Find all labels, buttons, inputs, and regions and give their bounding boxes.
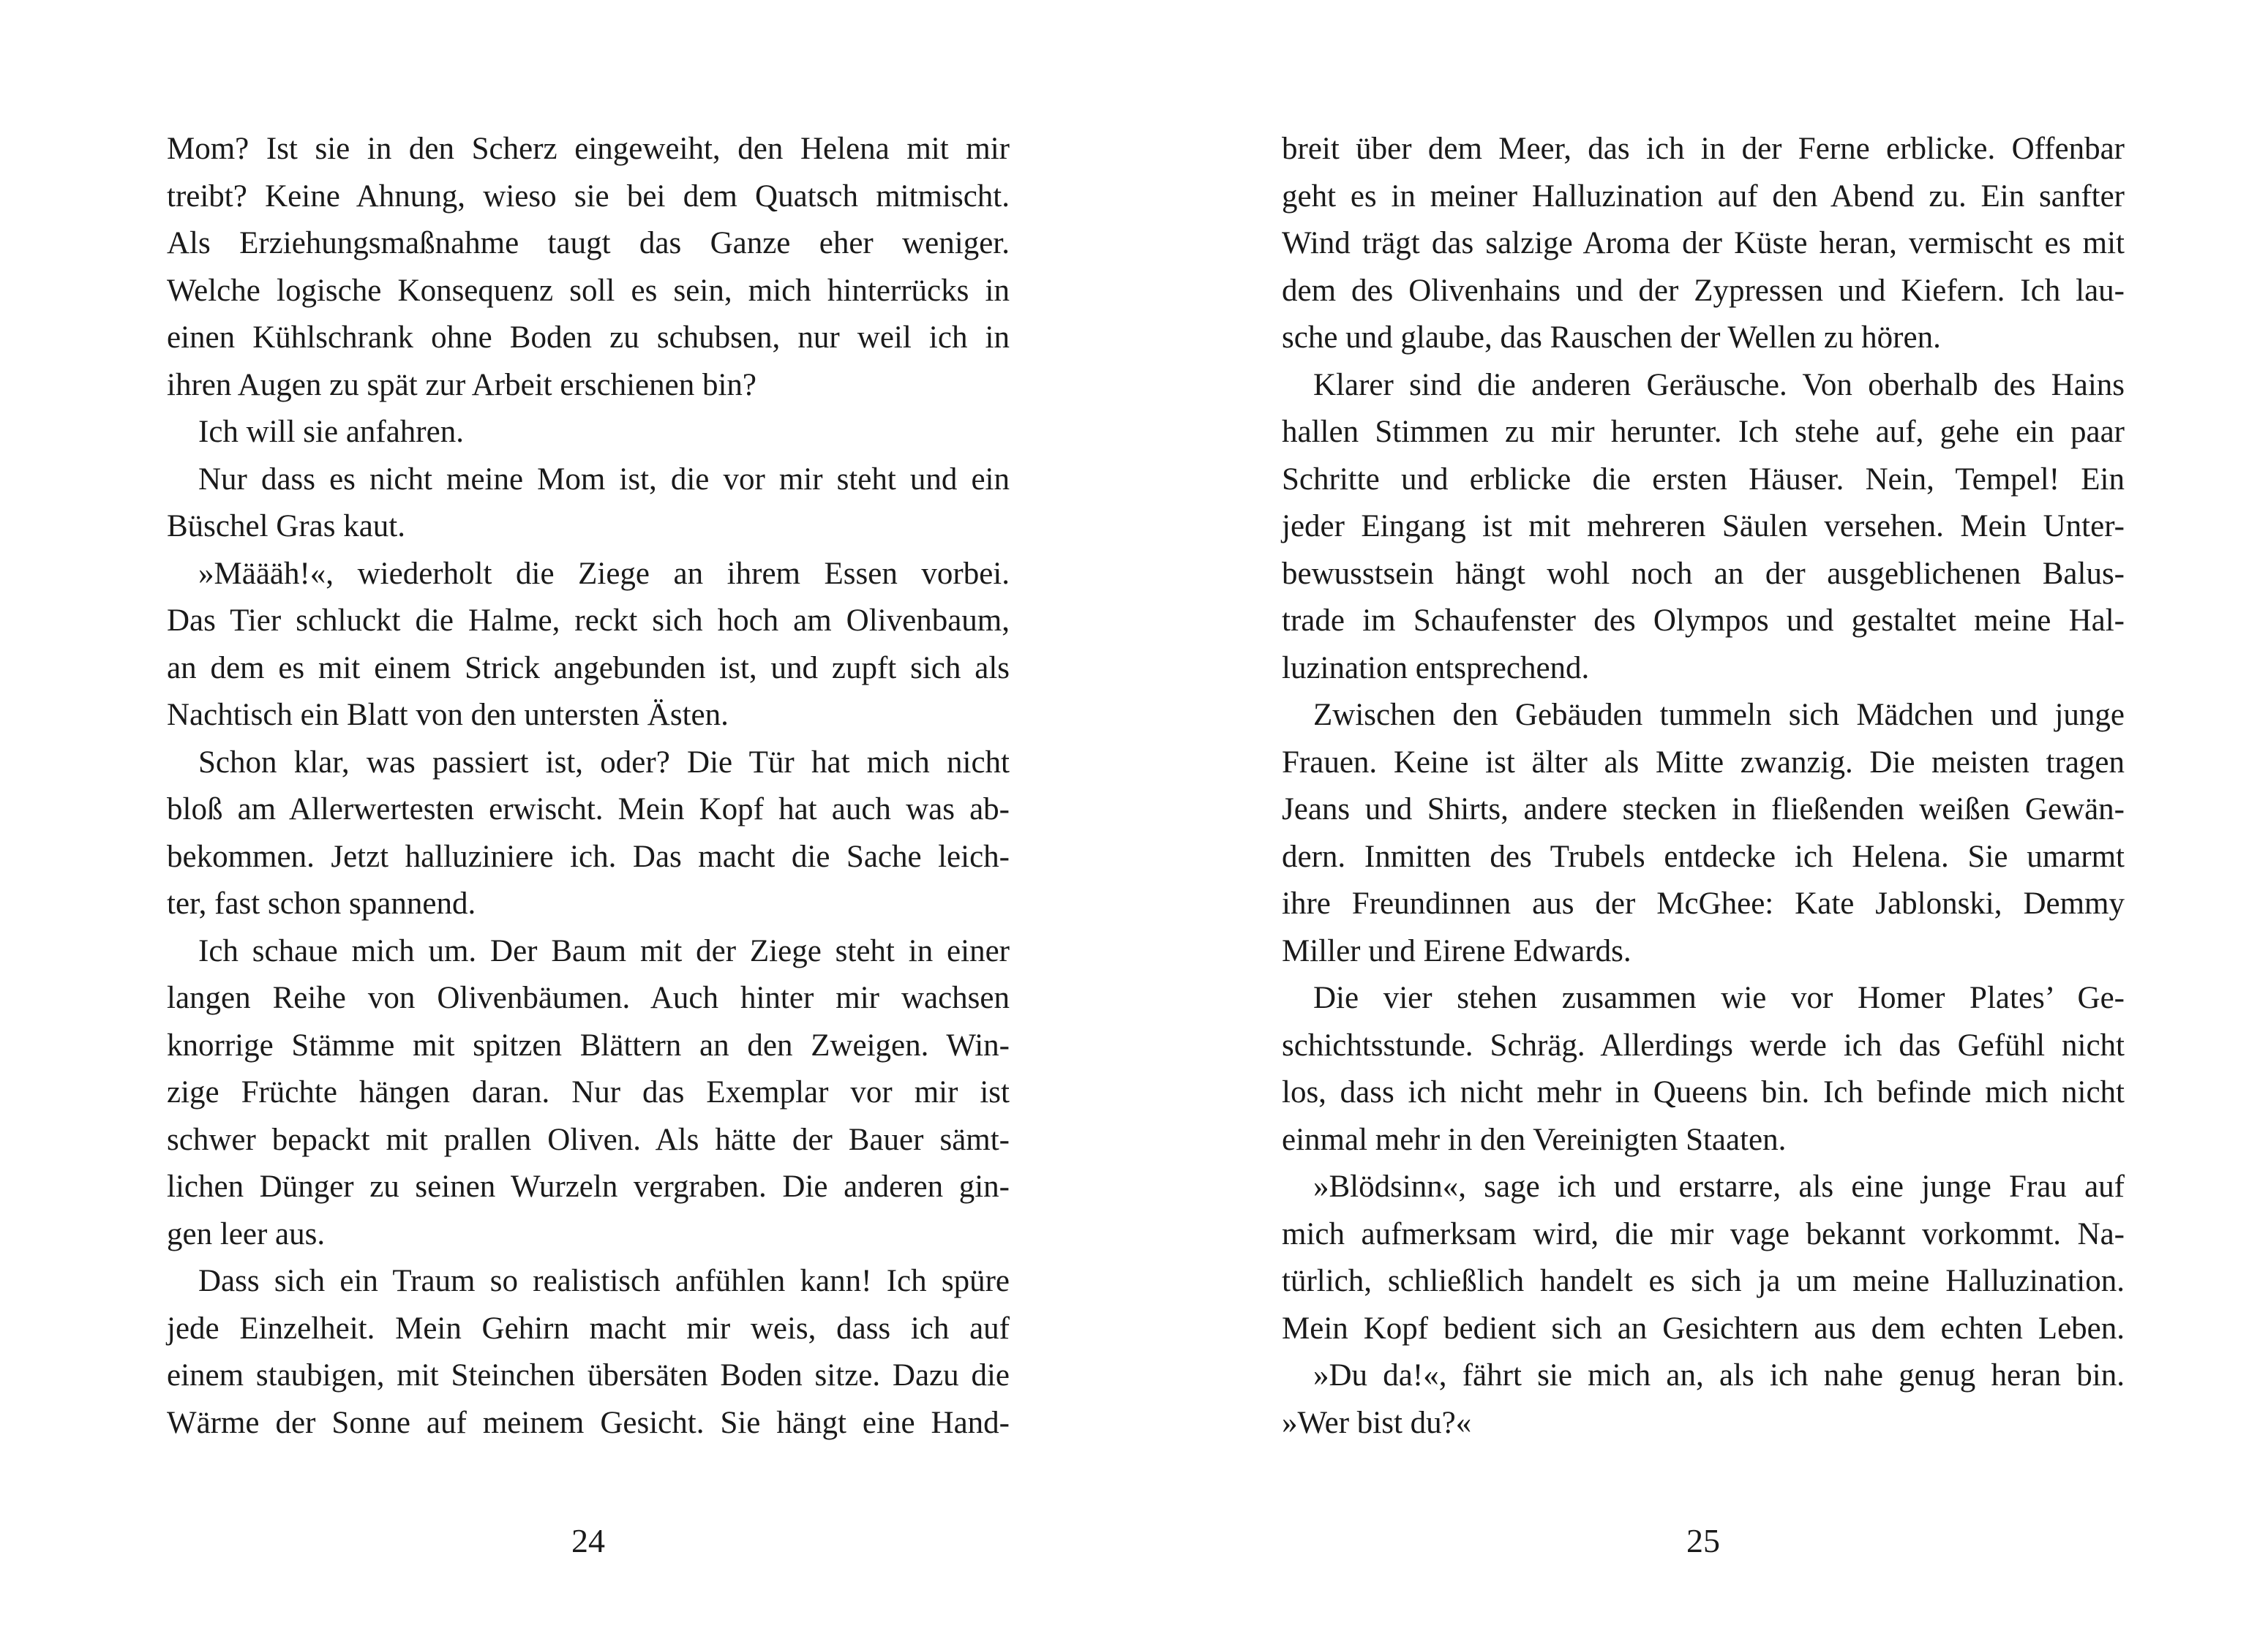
text-line: jede Einzelheit. Mein Gehirn macht mir weis, dass ich auf — [167, 1311, 1010, 1346]
text-line: »Du da!«, fährt sie mich an, als ich nahe genug heran bin. — [1313, 1358, 2125, 1393]
text-line: Büschel Gras kaut. — [167, 509, 406, 543]
text-line: Schritte und erblicke die ersten Häuser. Nein, Tempel! Ein — [1282, 462, 2125, 497]
text-line: türlich, schließlich handelt es sich ja um meine Halluzination. — [1282, 1264, 2125, 1298]
text-line: gen leer aus. — [167, 1216, 326, 1251]
text-line: einen Kühlschrank ohne Boden zu schubsen, nur weil ich in — [167, 320, 1010, 355]
text-line: lichen Dünger zu seinen Wurzeln vergraben. Die anderen gin- — [167, 1170, 1010, 1204]
text-line: Mom? Ist sie in den Scherz eingeweiht, den Helena mit mir — [167, 132, 1010, 166]
text-line: zige Früchte hängen daran. Nur das Exemplar vor mir ist — [167, 1075, 1010, 1110]
text-line: Frauen. Keine ist älter als Mitte zwanzig. Die meisten tragen — [1282, 745, 2125, 780]
text-line: Mein Kopf bedient sich an Gesichtern aus dem echten Leben. — [1282, 1311, 2125, 1346]
text-line: Die vier stehen zusammen wie vor Homer Plates’ Ge- — [1313, 981, 2125, 1015]
text-line: ihre Freundinnen aus der McGhee: Kate Jablonski, Demmy — [1282, 886, 2125, 921]
text-line: trade im Schaufenster des Olympos und gestaltet meine Hal- — [1282, 603, 2125, 638]
text-line: dern. Inmitten des Trubels entdecke ich Helena. Sie umarmt — [1282, 839, 2125, 874]
text-line: treibt? Keine Ahnung, wieso sie bei dem Quatsch mitmischt. — [167, 178, 1010, 214]
text-line: ihren Augen zu spät zur Arbeit erschienen bin? — [167, 367, 756, 402]
right-page-number: 25 — [1686, 1522, 1720, 1559]
text-line: Miller und Eirene Edwards. — [1282, 933, 1631, 968]
text-line: einmal mehr in den Vereinigten Staaten. — [1282, 1122, 1787, 1157]
text-line: ter, fast schon spannend. — [167, 886, 476, 921]
text-line: sche und glaube, das Rauschen der Wellen zu hören. — [1282, 320, 1941, 355]
text-line: Welche logische Konsequenz soll es sein, mich hinterrücks in — [167, 273, 1010, 308]
text-line: Schon klar, was passiert ist, oder? Die Tür hat mich nicht — [198, 745, 1010, 780]
text-line: los, dass ich nicht mehr in Queens bin. Ich befinde mich nicht — [1282, 1075, 2125, 1110]
left-page — [167, 126, 1010, 1447]
left-page-text — [167, 126, 1010, 1447]
text-line: Ich will sie anfahren. — [198, 415, 464, 449]
text-line: dem des Olivenhains und der Zypressen und Kiefern. Ich lau- — [1282, 273, 2125, 308]
text-line: Zwischen den Gebäuden tummeln sich Mädchen und junge — [1313, 698, 2125, 732]
text-line: breit über dem Meer, das ich in der Ferne erblicke. Offenbar — [1282, 132, 2125, 166]
text-line: Ich schaue mich um. Der Baum mit der Ziege steht in einer — [198, 933, 1010, 968]
text-line: Wärme der Sonne auf meinem Gesicht. Sie hängt eine Hand- — [167, 1405, 1010, 1440]
text-line: »Wer bist du?« — [1282, 1405, 1472, 1440]
text-line: jeder Eingang ist mit mehreren Säulen versehen. Mein Unter- — [1282, 509, 2125, 543]
text-line: Klarer sind die anderen Geräusche. Von oberhalb des Hains — [1313, 367, 2125, 402]
text-line: schichtsstunde. Schräg. Allerdings werde ich das Gefühl nicht — [1282, 1028, 2125, 1063]
text-line: »Blödsinn«, sage ich und erstarre, als eine junge Frau auf — [1313, 1170, 2125, 1204]
right-page-text — [1282, 126, 2125, 1447]
left-page-number: 24 — [571, 1522, 605, 1559]
text-line: geht es in meiner Halluzination auf den Abend zu. Ein sanfter — [1282, 178, 2125, 214]
text-line: schwer bepackt mit prallen Oliven. Als hätte der Bauer sämt- — [167, 1122, 1010, 1157]
text-line: Nur dass es nicht meine Mom ist, die vor mir steht und ein — [198, 462, 1010, 497]
text-line: Nachtisch ein Blatt von den untersten Ästen. — [167, 698, 729, 732]
text-line: »Määäh!«, wiederholt die Ziege an ihrem Essen vorbei. — [198, 556, 1010, 591]
text-line: Als Erziehungsmaßnahme taugt das Ganze eher weniger. — [167, 226, 1010, 260]
text-line: Wind trägt das salzige Aroma der Küste heran, vermischt es mit — [1282, 226, 2125, 260]
text-line: hallen Stimmen zu mir herunter. Ich stehe auf, gehe ein paar — [1282, 415, 2125, 449]
text-line: bloß am Allerwertesten erwischt. Mein Kopf hat auch was ab- — [167, 792, 1010, 826]
text-line: einem staubigen, mit Steinchen übersäten Boden sitze. Dazu die — [167, 1358, 1010, 1393]
right-page — [1282, 126, 2125, 1447]
text-line: bekommen. Jetzt halluziniere ich. Das macht die Sache leich- — [167, 839, 1010, 874]
text-line: mich aufmerksam wird, die mir vage bekannt vorkommt. Na- — [1282, 1216, 2125, 1251]
text-line: an dem es mit einem Strick angebunden ist, und zupft sich als — [167, 650, 1010, 685]
text-line: Dass sich ein Traum so realistisch anfühlen kann! Ich spüre — [198, 1264, 1010, 1298]
text-line: Das Tier schluckt die Halme, reckt sich hoch am Olivenbaum, — [167, 603, 1010, 638]
text-line: Jeans und Shirts, andere stecken in fließenden weißen Gewän- — [1282, 792, 2125, 826]
text-line: knorrige Stämme mit spitzen Blättern an den Zweigen. Win- — [167, 1028, 1010, 1063]
text-line: bewusstsein hängt wohl noch an der ausgeblichenen Balus- — [1282, 556, 2125, 591]
text-line: langen Reihe von Olivenbäumen. Auch hinter mir wachsen — [167, 981, 1010, 1015]
text-line: luzination entsprechend. — [1282, 650, 1590, 685]
